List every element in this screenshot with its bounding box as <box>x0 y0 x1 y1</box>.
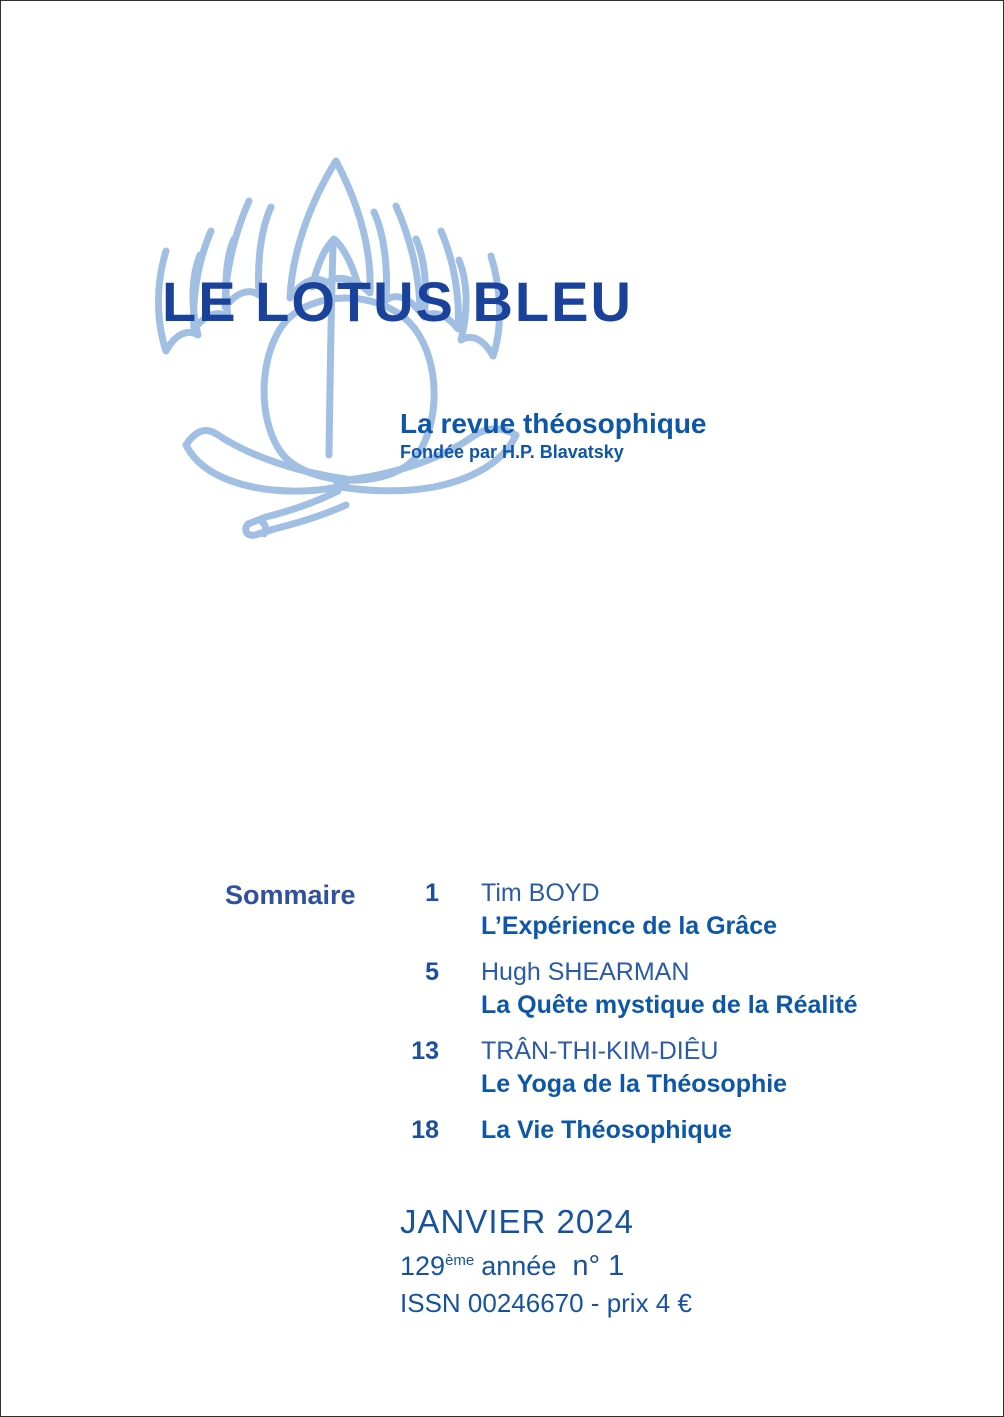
masthead-subtitle-block <box>400 408 707 463</box>
magazine-title: LE LOTUS BLEU <box>162 270 633 333</box>
toc-page-number: 13 <box>411 1037 439 1065</box>
toc-author: TRÂN-THI-KIM-DIÊU <box>481 1037 719 1065</box>
volume-ordinal-suffix: ème <box>445 1252 475 1269</box>
toc-entry <box>391 1114 858 1147</box>
toc-entry <box>391 956 858 1022</box>
lotus-icon <box>146 143 531 543</box>
toc-page-number: 18 <box>411 1116 439 1144</box>
toc-author: Hugh SHEARMAN <box>481 958 690 986</box>
sommaire-heading: Sommaire <box>225 880 356 910</box>
toc-article-title: Le Yoga de la Théosophie <box>481 1070 788 1098</box>
toc-article-title: L’Expérience de la Grâce <box>481 912 777 940</box>
issue-number: n° 1 <box>572 1250 625 1282</box>
issue-volume-line <box>400 1249 692 1283</box>
magazine-subtitle: La revue théosophique <box>400 408 707 439</box>
toc-page-number: 1 <box>425 879 439 907</box>
toc-page-number: 5 <box>425 958 439 986</box>
volume-number: 129 <box>400 1251 446 1281</box>
issue-info-block <box>400 1202 692 1320</box>
volume-word: année <box>481 1251 557 1281</box>
table-of-contents <box>391 877 858 1147</box>
issue-month: JANVIER 2024 <box>400 1203 634 1240</box>
toc-article-title: La Vie Théosophique <box>481 1116 732 1144</box>
toc-entry <box>391 877 858 943</box>
issn-price-line: ISSN 00246670 - prix 4 € <box>400 1288 692 1318</box>
toc-author: Tim BOYD <box>481 879 600 907</box>
toc-entry <box>391 1035 858 1101</box>
founded-line: Fondée par H.P. Blavatsky <box>400 442 624 462</box>
toc-article-title: La Quête mystique de la Réalité <box>481 991 858 1019</box>
